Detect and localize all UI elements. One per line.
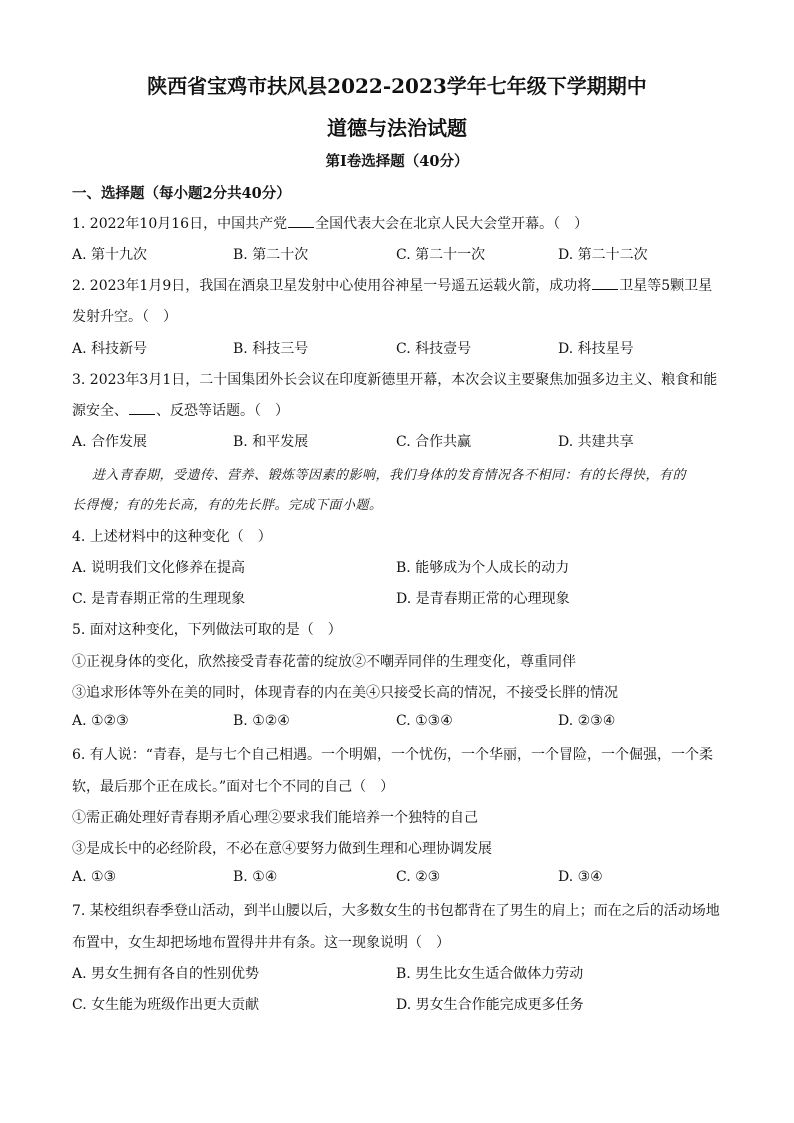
q6-option-a: A. ①③: [72, 869, 117, 885]
section-title: 一、选择题（每小题2分共40分）: [72, 185, 291, 202]
question-2-stem-cont: 发射升空。（ ）: [72, 309, 177, 325]
part-title: 第Ⅰ卷选择题（40分）: [325, 153, 469, 170]
q4-option-c: C. 是青春期正常的生理现象: [72, 591, 246, 607]
q5-option-d: D. ②③④: [558, 713, 616, 729]
q2-option-a: A. 科技新号: [72, 341, 148, 357]
question-6-stem-cont: 软，最后那个正在成长。”面对七个不同的自己（ ）: [72, 779, 395, 795]
question-6-statement-2: ③是成长中的必经阶段，不必在意④要努力做到生理和心理协调发展: [72, 841, 492, 857]
answer-blank: [129, 401, 155, 415]
q2-option-d: D. 科技星号: [558, 341, 634, 357]
q1-option-a: A. 第十九次: [72, 247, 148, 263]
question-3-stem-cont: 源安全、 、反恐等话题。（ ）: [72, 403, 289, 419]
reading-material-line1: 进入青春期，受遗传、营养、锻炼等因素的影响，我们身体的发育情况各不相同：有的长得快，有的: [92, 468, 687, 483]
q3-option-d: D. 共建共享: [558, 434, 634, 450]
question-7-stem: 7. 某校组织春季登山活动，到半山腰以后，大多数女生的书包都背在了男生的肩上；而在之后的活动场地: [72, 903, 720, 919]
answer-blank: [592, 276, 618, 290]
q6-option-b: B. ①④: [233, 869, 278, 885]
question-4-stem: 4. 上述材料中的这种变化（ ）: [72, 529, 272, 545]
q3-option-b: B. 和平发展: [233, 434, 309, 450]
q3-option-c: C. 合作共赢: [396, 434, 472, 450]
q7-option-a: A. 男女生拥有各自的性别优势: [72, 966, 260, 982]
question-7-stem-cont: 布置中，女生却把场地布置得井井有条。这一现象说明（ ）: [72, 935, 450, 951]
q4-option-a: A. 说明我们文化修养在提高: [72, 560, 246, 576]
q3-option-a: A. 合作发展: [72, 434, 148, 450]
exam-subtitle: 道德与法治试题: [327, 116, 467, 140]
exam-title: 陕西省宝鸡市扶风县2022-2023学年七年级下学期期中: [147, 74, 647, 98]
q2-option-c: C. 科技壹号: [396, 341, 472, 357]
q6-option-d: D. ③④: [558, 869, 603, 885]
q6-option-c: C. ②③: [396, 869, 441, 885]
q4-option-b: B. 能够成为个人成长的动力: [396, 560, 570, 576]
question-6-stem: 6. 有人说：“青春，是与七个自己相遇。一个明媚，一个忧伤，一个华丽，一个冒险，一个倔强，一个柔: [72, 747, 713, 763]
q7-option-c: C. 女生能为班级作出更大贡献: [72, 997, 260, 1013]
question-6-statement-1: ①需正确处理好青春期矛盾心理②要求我们能培养一个独特的自己: [72, 810, 478, 826]
q5-option-c: C. ①③④: [396, 713, 453, 729]
q1-option-c: C. 第二十一次: [396, 247, 486, 263]
q7-option-d: D. 男女生合作能完成更多任务: [396, 997, 584, 1013]
q1-option-d: D. 第二十二次: [558, 247, 648, 263]
question-3-stem: 3. 2023年3月1日，二十国集团外长会议在印度新德里开幕，本次会议主要聚焦加强多边主义、粮食和能: [72, 372, 718, 388]
question-2-stem: 2. 2023年1月9日，我国在酒泉卫星发射中心使用谷神星一号遥五运载火箭，成功将 卫星等5颗卫星: [72, 278, 713, 294]
q4-option-d: D. 是青春期正常的心理现象: [396, 591, 570, 607]
q5-option-a: A. ①②③: [72, 713, 129, 729]
q7-option-b: B. 男生比女生适合做体力劳动: [396, 966, 584, 982]
question-1-stem: 1. 2022年10月16日，中国共产党 全国代表大会在北京人民大会堂开幕。（ ）: [72, 216, 589, 232]
q2-option-b: B. 科技三号: [233, 341, 309, 357]
answer-blank: [288, 214, 314, 228]
reading-material-line2: 长得慢；有的先长高，有的先长胖。完成下面小题。: [72, 498, 383, 513]
question-5-statement-2: ③追求形体等外在美的同时，体现青春的内在美④只接受长高的情况，不接受长胖的情况: [72, 685, 618, 701]
question-5-stem: 5. 面对这种变化，下列做法可取的是（ ）: [72, 622, 342, 638]
q5-option-b: B. ①②④: [233, 713, 290, 729]
q1-option-b: B. 第二十次: [233, 247, 309, 263]
question-5-statement-1: ①正视身体的变化，欣然接受青春花蕾的绽放②不嘲弄同伴的生理变化，尊重同伴: [72, 654, 576, 670]
